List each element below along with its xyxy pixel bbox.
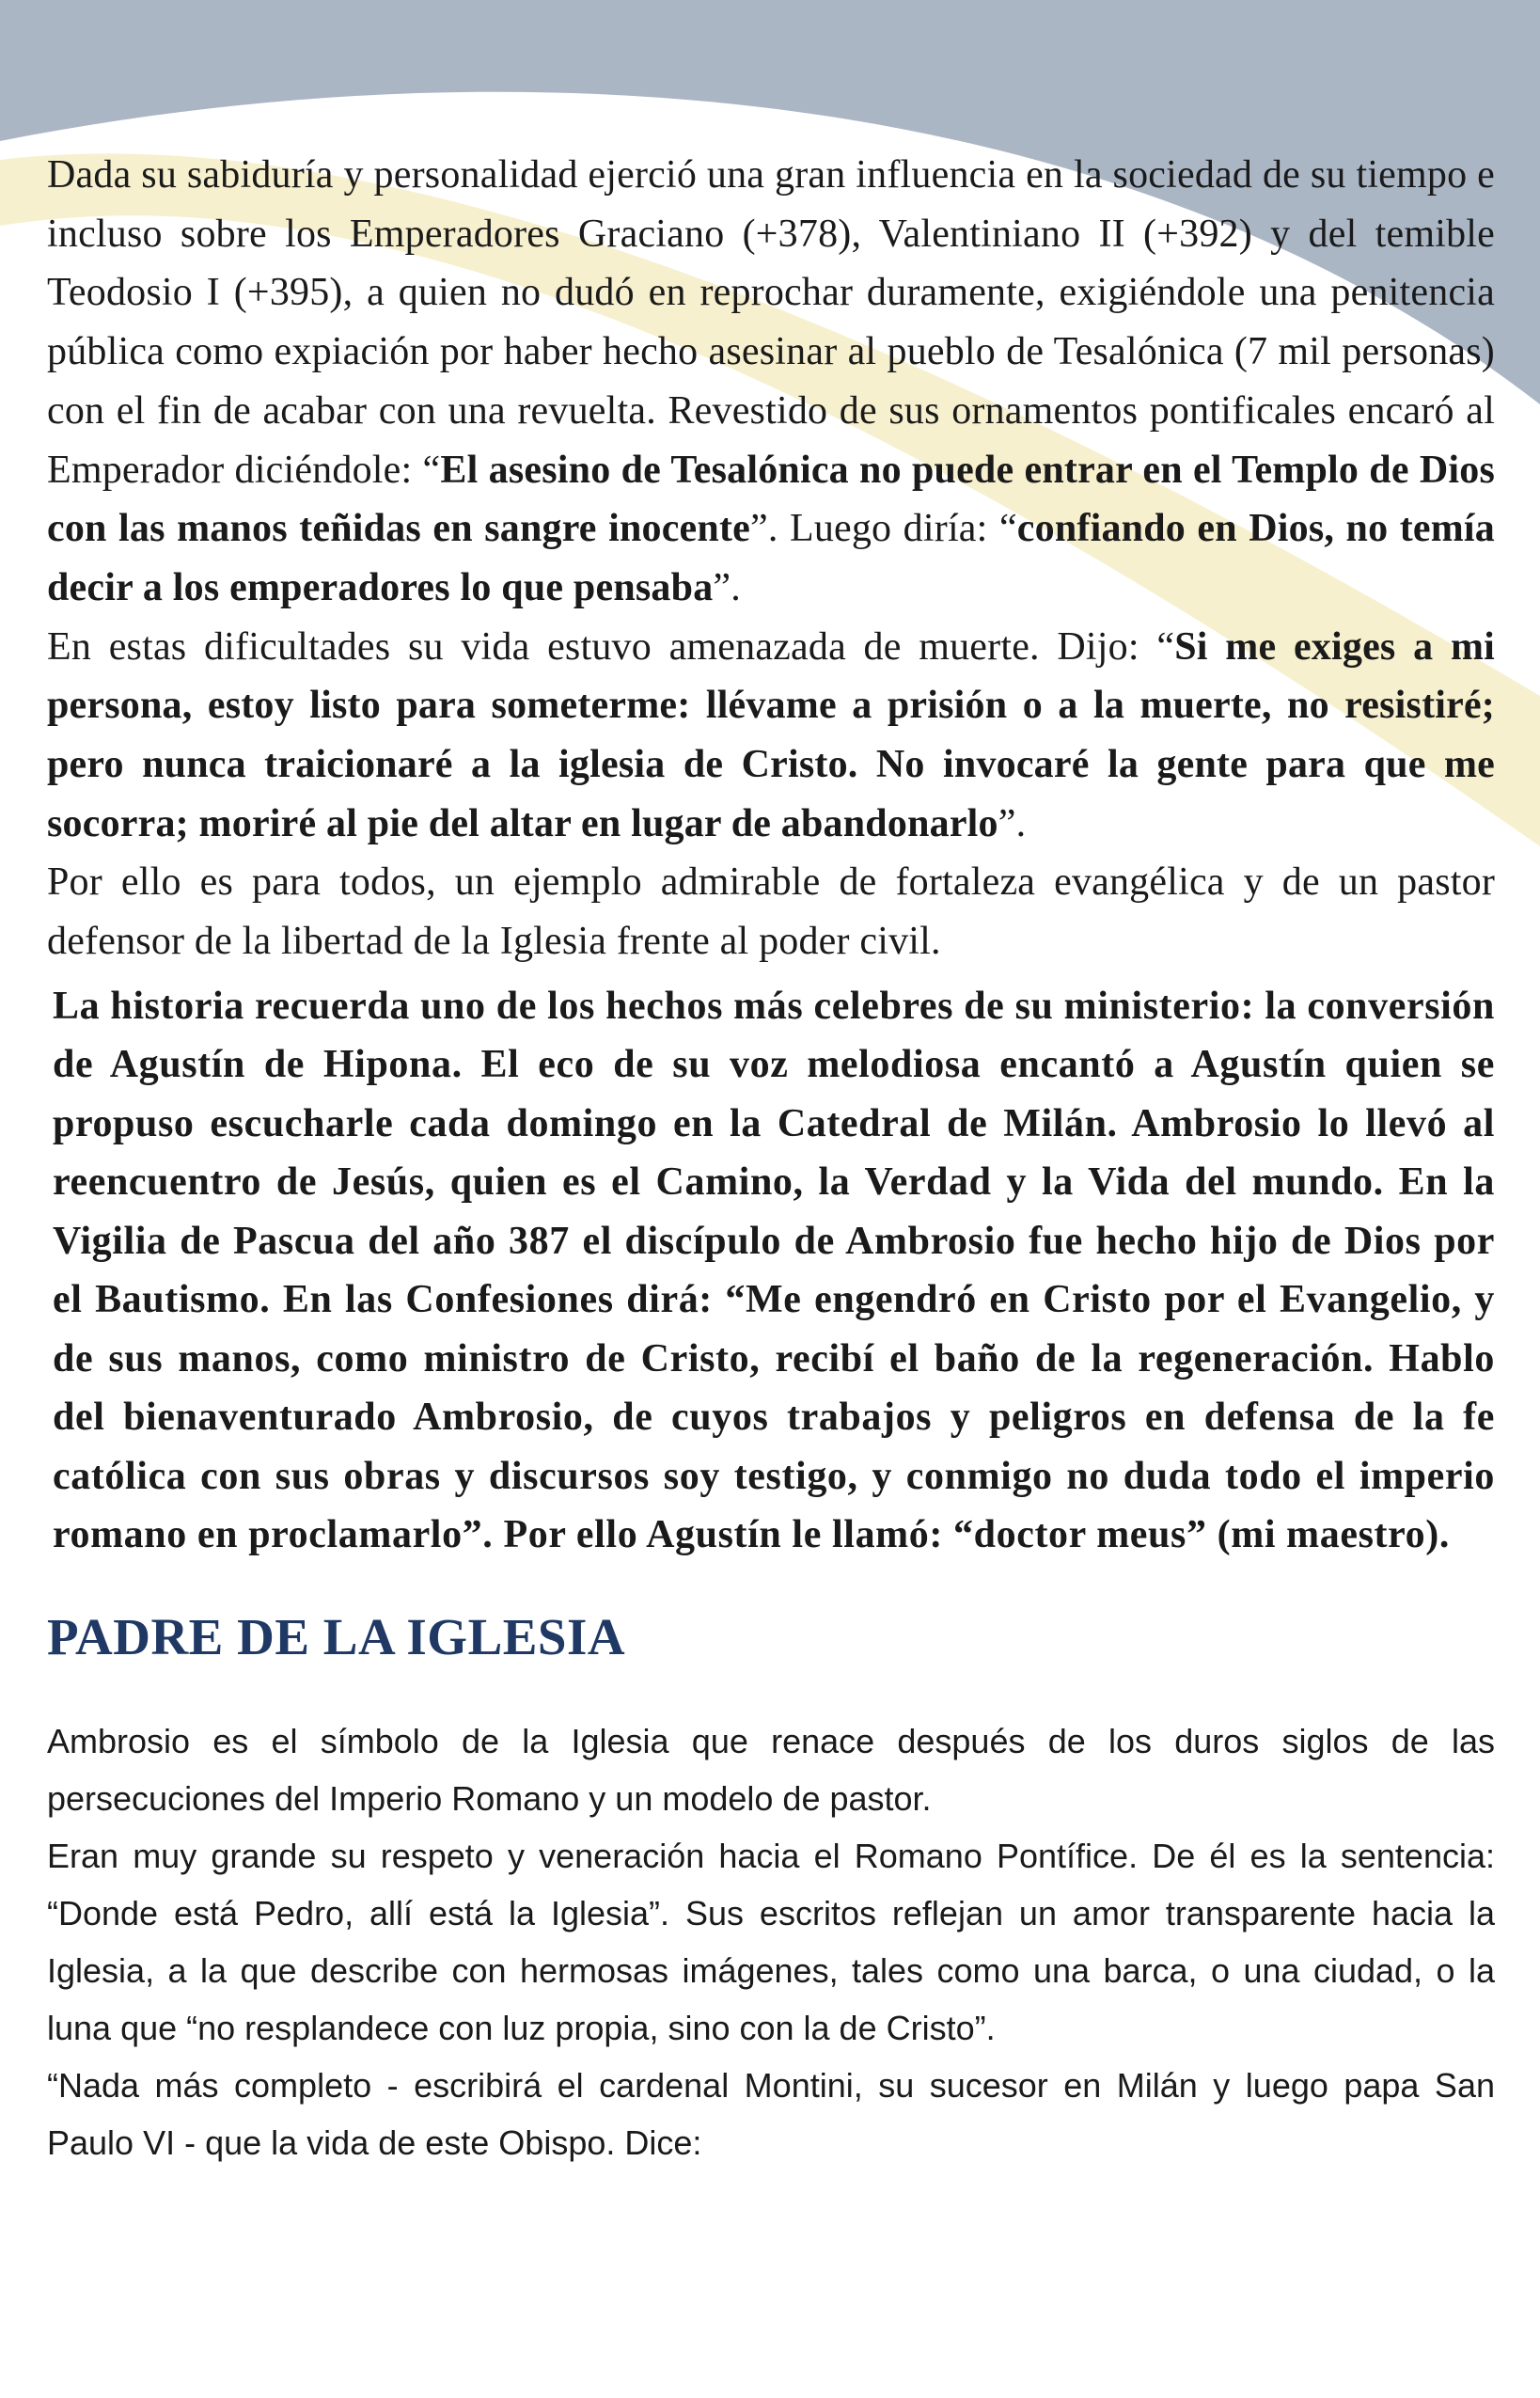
paragraph-threat (47, 618, 1495, 854)
text-run: ”. Luego diría: “ (749, 507, 1017, 551)
paragraph-example: Por ello es para todos, un ejemplo admirable de fortaleza evangélica y de un pastor defensor de la libertad de la Iglesia frente al poder civil. (47, 860, 1495, 964)
paragraph-pontiff: Eran muy grande su respeto y veneración hacia el Romano Pontífice. De él es la sentencia: “Donde está Pedro, allí está la Iglesia”. Sus escritos reflejan un amor transparente hacia la Iglesia, a la que describe con hermosas imágenes, tales como una barca, o una ciudad, o la luna que “no resplandece con luz propia, sino con la de Cristo”. (47, 1837, 1495, 2048)
paragraph-augustine: La historia recuerda uno de los hechos más celebres de su ministerio: la conversión de Agustín de Hipona. El eco de su voz melodiosa encantó a Agustín quien se propuso escucharle cada domingo en la Catedral de Milán. Ambrosio lo llevó al reencuentro de Jesús, quien es el Camino, la Verdad y la Vida del mundo. En la Vigilia de Pascua del año 387 el discípulo de Ambrosio fue hecho hijo de Dios por el Bautismo. En las Confesiones dirá: “Me engendró en Cristo por el Evangelio, y de sus manos, como ministro de Cristo, recibí el baño de la regeneración. Hablo del bienaventurado Ambrosio, de cuyos trabajos y peligros en defensa de la fe católica con sus obras y discursos soy testigo, y conmigo no duda todo el imperio romano en proclamarlo”. Por ello Agustín le llamó: “doctor meus” (mi maestro). (53, 984, 1495, 1557)
section-heading: PADRE DE LA IGLESIA (47, 1607, 626, 1665)
text-run: ”. (998, 801, 1027, 845)
bold-quote: Si me exiges a mi persona, estoy listo para someterme: llévame a prisión o a la muerte, no resistiré; pero nunca traicionaré a la iglesia de Cristo. No invocaré la gente para que me socorra; moriré al pie del altar en lugar de abandonarlo (47, 624, 1495, 845)
text-run: Dada su sabiduría y personalidad ejerció una gran influencia en la sociedad de su tiempo e incluso sobre los Emperadores Graciano (+378), Valentiniano II (+392) y del temible Teodosio I (+395), a quien no dudó en reprochar duramente, exigiéndole una penitencia pública como expiación por haber hecho asesinar al pueblo de Tesalónica (7 mil personas) con el fin de acabar con una revuelta. Revestido de sus ornamentos pontificales encaró al Emperador diciéndole: “ (47, 153, 1495, 492)
paragraph-montini: “Nada más completo - escribirá el cardenal Montini, su sucesor en Milán y luego papa San Paulo VI - que la vida de este Obispo. Dice: (47, 2066, 1495, 2163)
paragraph-symbol: Ambrosio es el símbolo de la Iglesia que renace después de los duros siglos de las persecuciones del Imperio Romano y un modelo de pastor. (47, 1722, 1495, 1819)
paragraph-emperors (47, 146, 1495, 618)
text-run: ”. (713, 565, 741, 609)
text-run: En estas dificultades su vida estuvo amenazada de muerte. Dijo: “ (47, 624, 1175, 669)
bold-quote: El asesino de Tesalónica no puede entrar en el Templo de Dios con las manos teñidas en sangre inocente (47, 448, 1495, 551)
page-content (47, 146, 1495, 2171)
bold-quote: confiando en Dios, no temía decir a los emperadores lo que pensaba (47, 507, 1495, 609)
